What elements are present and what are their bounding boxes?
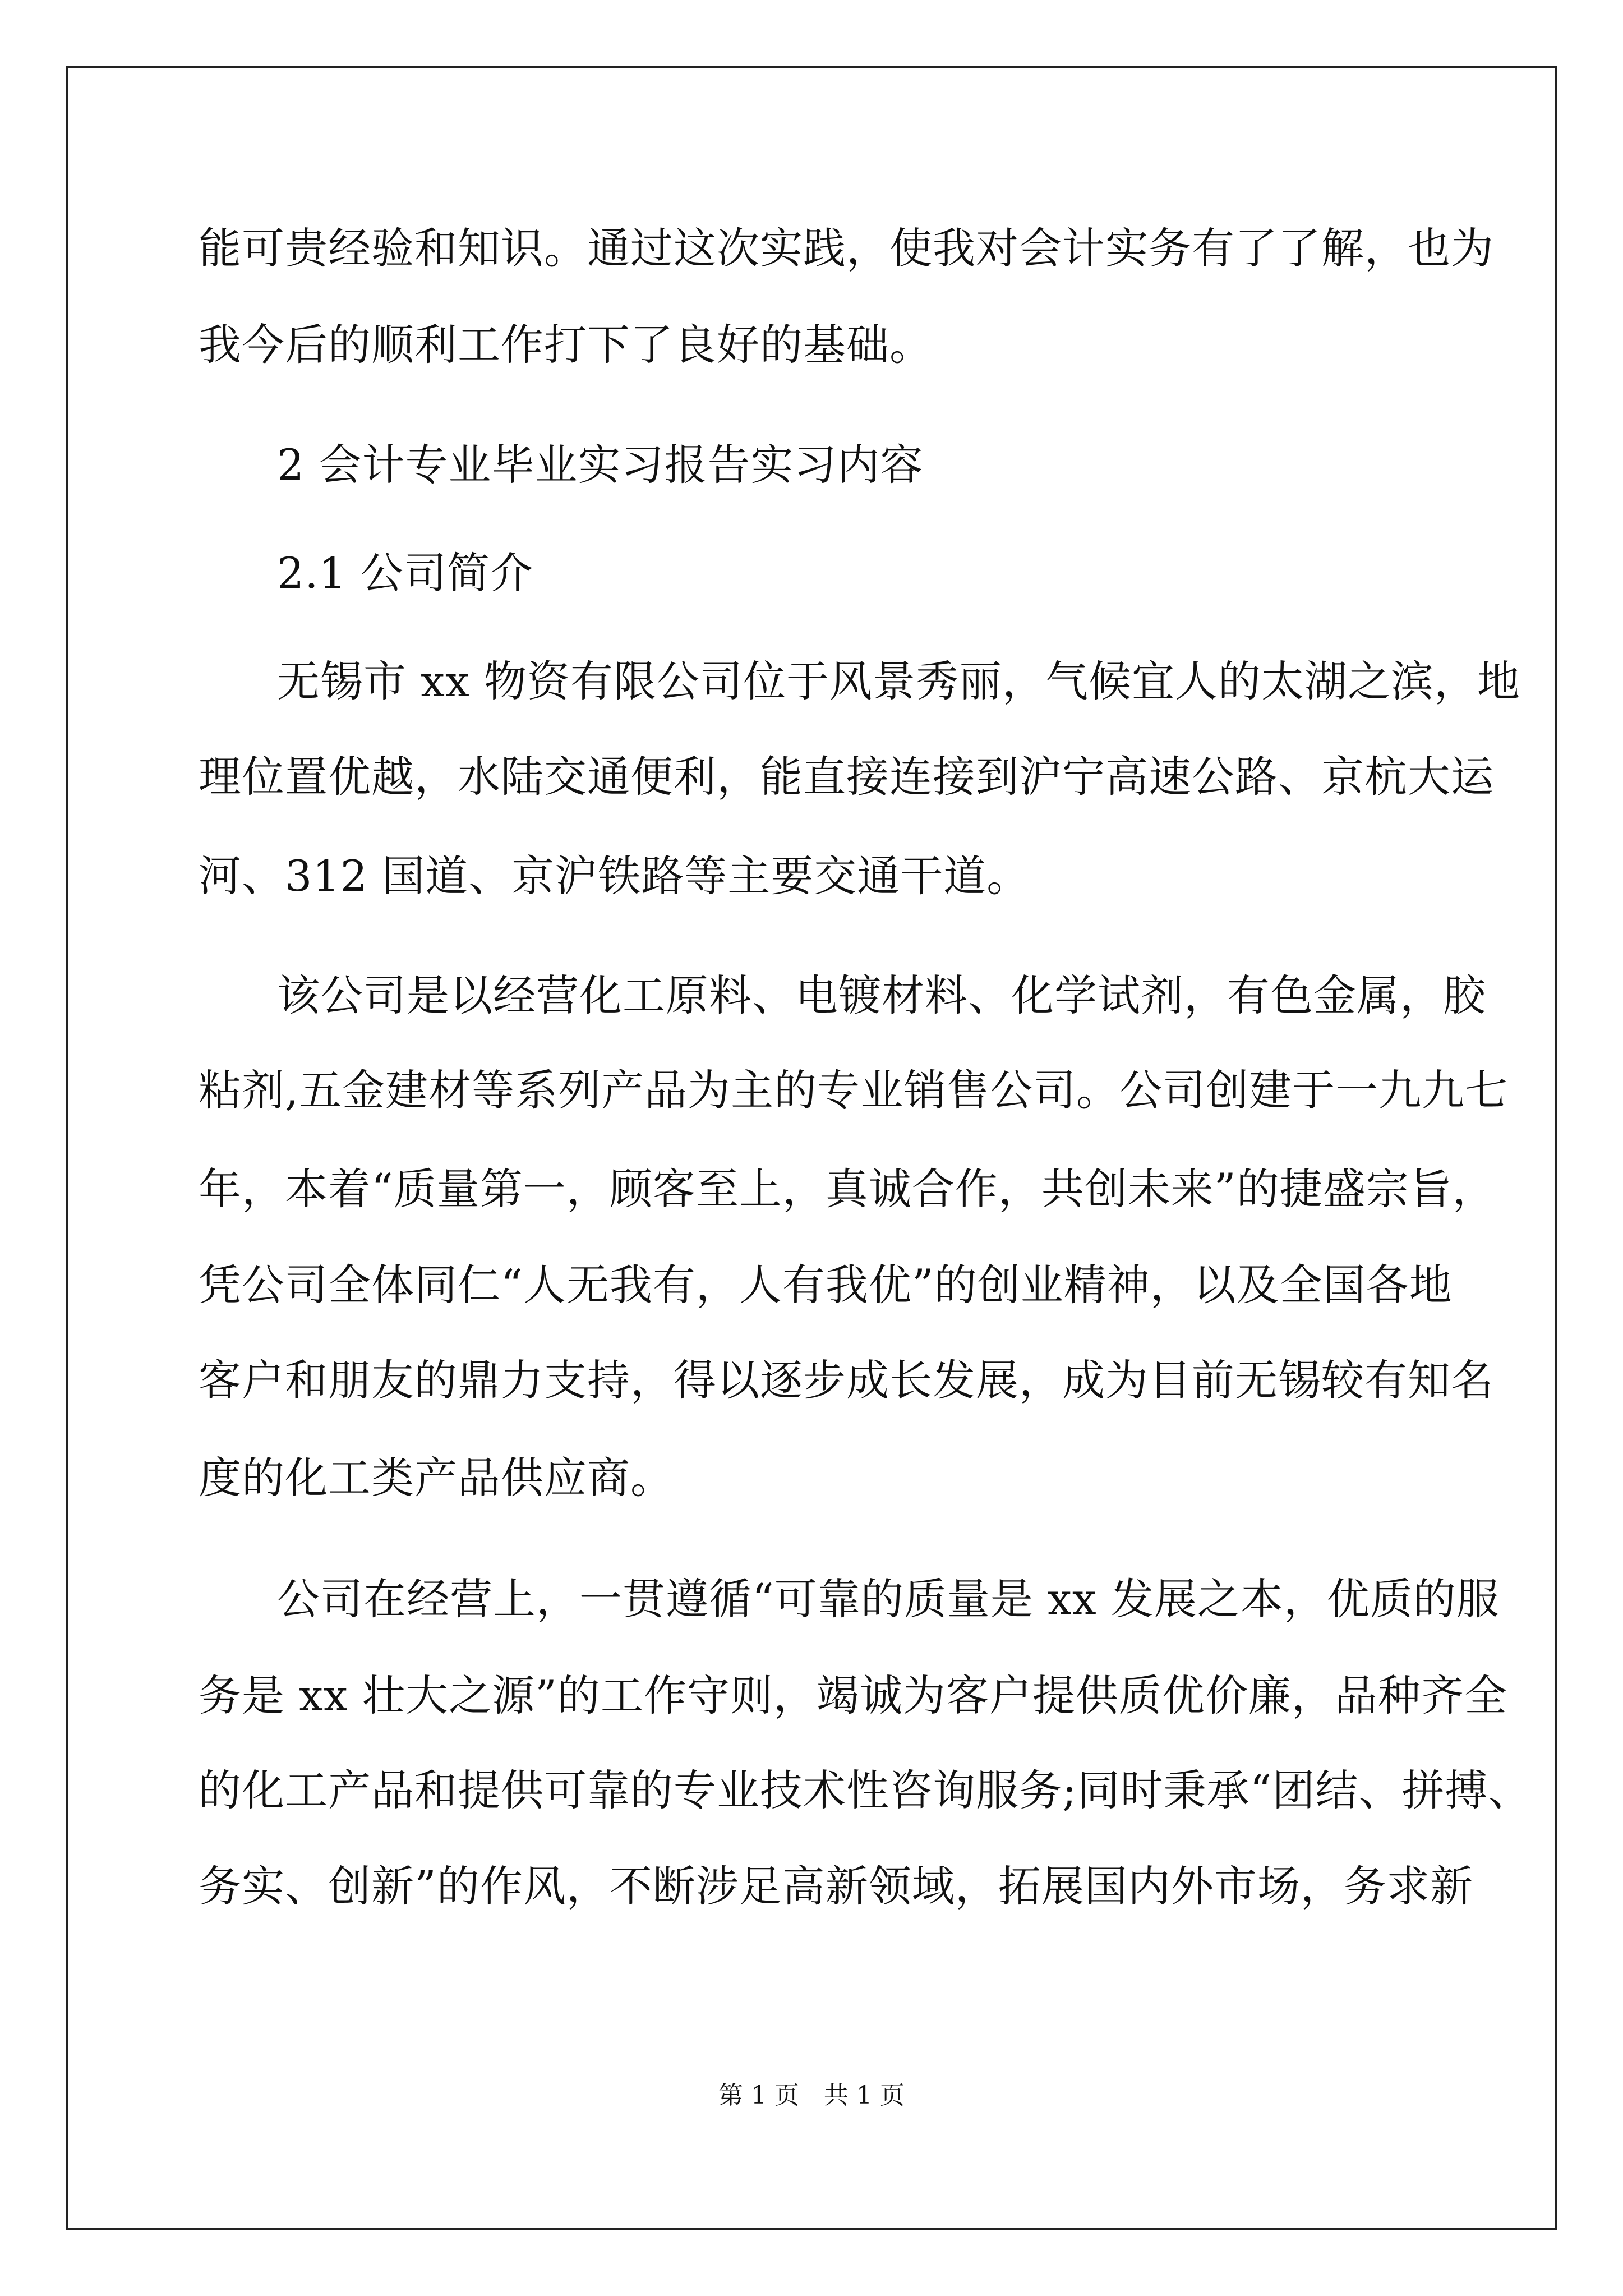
body-text-line: 我今后的顺利工作打下了良好的基础。 bbox=[199, 320, 933, 370]
page-footer: 第 1 页 共 1 页 bbox=[718, 2081, 905, 2110]
body-text-line: 度的化工类产品供应商。 bbox=[199, 1453, 674, 1503]
body-text-line: 的化工产品和提供可靠的专业技术性咨询服务;同时秉承“团结、拼搏、 bbox=[199, 1765, 1532, 1815]
subsection-heading: 2.1 公司简介 bbox=[277, 548, 534, 598]
body-text-line: 粘剂,五金建材等系列产品为主的专业销售公司。公司创建于一九九七 bbox=[199, 1065, 1509, 1115]
body-text-line: 凭公司全体同仁“人无我有，人有我优”的创业精神，以及全国各地 bbox=[199, 1260, 1453, 1310]
paragraph-first-line: 公司在经营上，一贯遵循“可靠的质量是 xx 发展之本，优质的服 bbox=[277, 1574, 1500, 1624]
paragraph-first-line: 该公司是以经营化工原料、电镀材料、化学试剂，有色金属，胶 bbox=[277, 970, 1486, 1020]
body-text-line: 河、312 国道、京沪铁路等主要交通干道。 bbox=[199, 851, 1030, 901]
body-text-line: 客户和朋友的鼎力支持，得以逐步成长发展，成为目前无锡较有知名 bbox=[199, 1355, 1494, 1405]
body-text-line: 务是 xx 壮大之源”的工作守则，竭诚为客户提供质优价廉，品种齐全 bbox=[199, 1671, 1507, 1720]
section-heading: 2 会计专业毕业实习报告实习内容 bbox=[277, 440, 924, 490]
body-text-line: 理位置优越，水陆交通便利，能直接连接到沪宁高速公路、京杭大运 bbox=[199, 752, 1494, 802]
body-text-line: 务实、创新”的作风，不断涉足高新领域，拓展国内外市场，务求新 bbox=[199, 1861, 1473, 1911]
body-text-line: 年，本着“质量第一，顾客至上，真诚合作，共创未来”的捷盛宗旨， bbox=[199, 1164, 1496, 1214]
body-text-line: 能可贵经验和知识。通过这次实践，使我对会计实务有了了解，也为 bbox=[199, 223, 1494, 273]
paragraph-first-line: 无锡市 xx 物资有限公司位于风景秀丽，气候宜人的太湖之滨，地 bbox=[277, 656, 1521, 706]
